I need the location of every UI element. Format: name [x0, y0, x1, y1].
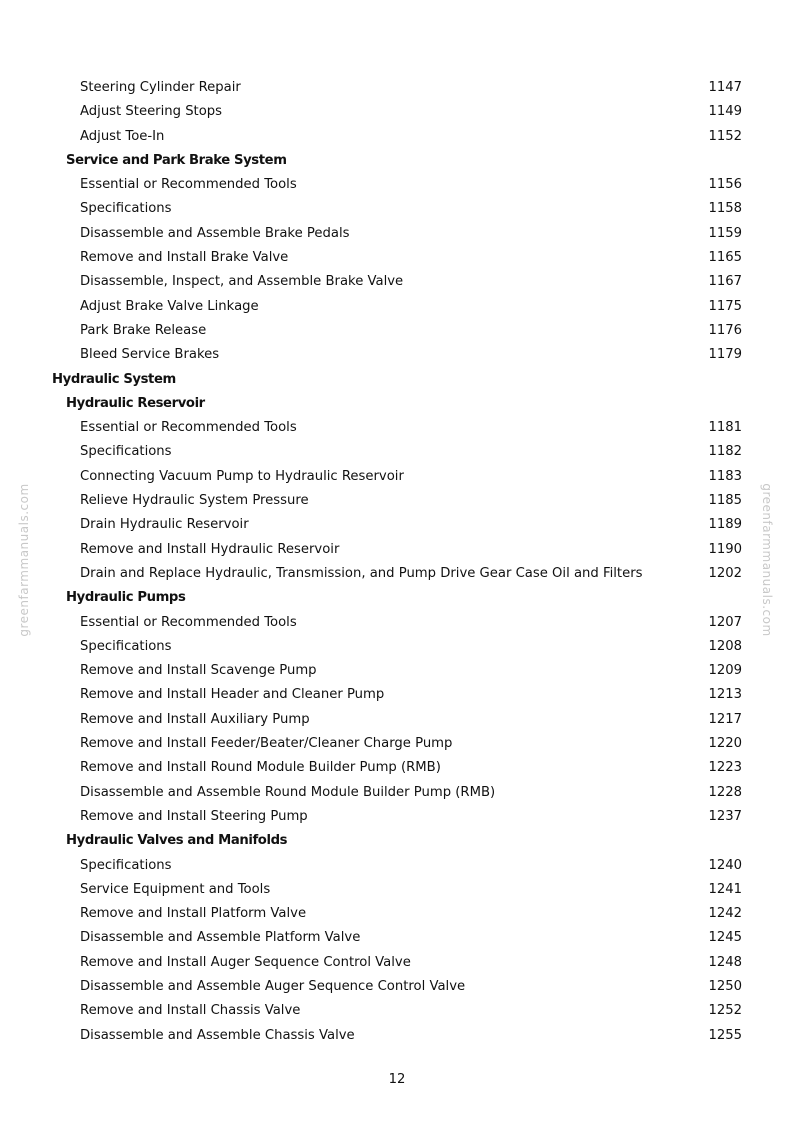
table-of-contents: [0, 76, 794, 1048]
toc-entry[interactable]: [0, 635, 794, 659]
toc-entry-page: 1183: [708, 468, 742, 484]
toc-entry-title: Essential or Recommended Tools: [80, 177, 297, 193]
toc-entry-page: 1175: [708, 298, 742, 314]
toc-section-heading[interactable]: [0, 829, 794, 853]
toc-entry-title: Remove and Install Hydraulic Reservoir: [80, 541, 340, 557]
toc-entry-page: 1165: [708, 250, 742, 266]
toc-entry[interactable]: [0, 343, 794, 367]
toc-entry-title: Disassemble and Assemble Round Module Builder Pump (RMB): [80, 784, 496, 800]
toc-entry[interactable]: [0, 732, 794, 756]
toc-entry[interactable]: [0, 708, 794, 732]
toc-entry-page: 1158: [708, 201, 742, 217]
toc-entry-title: Remove and Install Header and Cleaner Pump: [80, 687, 385, 703]
toc-entry-title: Specifications: [80, 638, 172, 654]
toc-entry[interactable]: [0, 951, 794, 975]
toc-entry-page: 1156: [708, 177, 742, 193]
toc-entry-page: 1179: [708, 347, 742, 363]
toc-entry[interactable]: [0, 999, 794, 1023]
toc-entry[interactable]: [0, 756, 794, 780]
toc-entry-title: Specifications: [80, 444, 172, 460]
toc-entry-title: Remove and Install Auxiliary Pump: [80, 711, 310, 727]
toc-entry[interactable]: [0, 100, 794, 124]
toc-entry[interactable]: [0, 611, 794, 635]
toc-entry[interactable]: [0, 76, 794, 100]
toc-section-heading[interactable]: [0, 586, 794, 610]
toc-entry-title: Hydraulic System: [52, 371, 176, 387]
toc-entry[interactable]: [0, 805, 794, 829]
toc-entry[interactable]: [0, 489, 794, 513]
toc-entry-page: 1245: [708, 930, 742, 946]
toc-entry-title: Remove and Install Round Module Builder Pump (RMB): [80, 760, 441, 776]
toc-entry-title: Drain Hydraulic Reservoir: [80, 517, 249, 533]
toc-entry-title: Remove and Install Chassis Valve: [80, 1003, 301, 1019]
toc-entry-page: 1149: [708, 104, 742, 120]
toc-entry[interactable]: [0, 197, 794, 221]
toc-entry-title: Relieve Hydraulic System Pressure: [80, 493, 309, 509]
toc-entry-page: 1207: [708, 614, 742, 630]
toc-entry-title: Remove and Install Feeder/Beater/Cleaner Charge Pump: [80, 736, 453, 752]
toc-entry-page: 1182: [708, 444, 742, 460]
toc-entry-title: Service Equipment and Tools: [80, 881, 271, 897]
toc-entry-title: Remove and Install Platform Valve: [80, 906, 307, 922]
toc-entry-title: Hydraulic Valves and Manifolds: [66, 833, 288, 849]
toc-entry-page: 1152: [708, 128, 742, 144]
watermark-left: greenfarmmanuals.com: [17, 483, 31, 637]
toc-entry-page: 1220: [708, 736, 742, 752]
toc-entry-page: 1252: [708, 1003, 742, 1019]
toc-entry-title: Essential or Recommended Tools: [80, 420, 297, 436]
toc-entry[interactable]: [0, 1024, 794, 1048]
toc-entry-title: Adjust Brake Valve Linkage: [80, 298, 259, 314]
toc-entry-title: Steering Cylinder Repair: [80, 80, 241, 95]
toc-entry-page: 1255: [708, 1027, 742, 1043]
toc-entry-title: Disassemble and Assemble Platform Valve: [80, 930, 361, 946]
toc-entry-page: 1208: [708, 638, 742, 654]
toc-entry[interactable]: [0, 562, 794, 586]
toc-entry-page: 1242: [708, 906, 742, 922]
toc-section-heading[interactable]: [0, 149, 794, 173]
toc-entry-page: 1240: [708, 857, 742, 873]
toc-entry-page: 1159: [708, 225, 742, 241]
toc-entry[interactable]: [0, 878, 794, 902]
toc-entry[interactable]: [0, 781, 794, 805]
watermark-right: greenfarmmanuals.com: [760, 483, 774, 637]
toc-entry-page: 1202: [708, 565, 742, 581]
toc-entry-title: Remove and Install Scavenge Pump: [80, 663, 317, 679]
toc-entry-title: Park Brake Release: [80, 322, 207, 338]
toc-entry[interactable]: [0, 465, 794, 489]
toc-entry[interactable]: [0, 683, 794, 707]
toc-entry-title: Hydraulic Reservoir: [66, 395, 205, 411]
toc-entry[interactable]: [0, 295, 794, 319]
toc-entry-page: 1176: [708, 322, 742, 338]
toc-entry-page: 1217: [708, 711, 742, 727]
toc-entry-page: 1223: [708, 760, 742, 776]
toc-entry-title: Disassemble and Assemble Auger Sequence Control Valve: [80, 978, 466, 994]
toc-entry-title: Remove and Install Auger Sequence Control Valve: [80, 954, 411, 970]
toc-entry[interactable]: [0, 246, 794, 270]
toc-entry-page: 1237: [708, 808, 742, 824]
toc-entry-page: 1209: [708, 663, 742, 679]
toc-entry[interactable]: [0, 222, 794, 246]
toc-entry-title: Disassemble and Assemble Chassis Valve: [80, 1027, 355, 1043]
toc-entry[interactable]: [0, 854, 794, 878]
toc-entry[interactable]: [0, 902, 794, 926]
toc-section-heading[interactable]: [0, 368, 794, 392]
page-number: 12: [388, 1072, 406, 1087]
toc-entry-page: 1250: [708, 978, 742, 994]
toc-entry[interactable]: [0, 538, 794, 562]
toc-entry[interactable]: [0, 173, 794, 197]
toc-entry-page: 1189: [708, 517, 742, 533]
toc-entry-title: Bleed Service Brakes: [80, 347, 220, 363]
toc-entry[interactable]: [0, 975, 794, 999]
toc-entry-title: Adjust Toe-In: [80, 128, 165, 144]
toc-entry[interactable]: [0, 270, 794, 294]
toc-entry-title: Connecting Vacuum Pump to Hydraulic Reservoir: [80, 468, 404, 484]
toc-entry-title: Disassemble and Assemble Brake Pedals: [80, 225, 350, 241]
toc-entry-title: Drain and Replace Hydraulic, Transmission, and Pump Drive Gear Case Oil and Filters: [80, 565, 643, 581]
toc-entry[interactable]: [0, 319, 794, 343]
toc-entry-page: 1167: [708, 274, 742, 290]
toc-section-heading[interactable]: [0, 392, 794, 416]
toc-entry[interactable]: [0, 926, 794, 950]
toc-entry-title: Hydraulic Pumps: [66, 590, 186, 606]
toc-entry-page: 1185: [708, 493, 742, 509]
toc-entry-title: Disassemble, Inspect, and Assemble Brake Valve: [80, 274, 404, 290]
toc-entry-title: Specifications: [80, 857, 172, 873]
toc-entry-page: 1248: [708, 954, 742, 970]
toc-entry-title: Remove and Install Steering Pump: [80, 808, 308, 824]
toc-entry-page: 1190: [708, 541, 742, 557]
toc-entry-page: 1228: [708, 784, 742, 800]
toc-entry-title: Adjust Steering Stops: [80, 104, 223, 120]
toc-entry-title: Remove and Install Brake Valve: [80, 250, 289, 266]
toc-entry-page: 1147: [708, 80, 742, 95]
toc-entry-page: 1241: [708, 881, 742, 897]
toc-entry[interactable]: [0, 440, 794, 464]
toc-entry[interactable]: [0, 513, 794, 537]
toc-entry-page: 1213: [708, 687, 742, 703]
toc-entry-title: Service and Park Brake System: [66, 152, 287, 168]
toc-entry[interactable]: [0, 125, 794, 149]
toc-entry[interactable]: [0, 659, 794, 683]
toc-entry-page: 1181: [708, 420, 742, 436]
toc-entry-title: Specifications: [80, 201, 172, 217]
toc-entry-title: Essential or Recommended Tools: [80, 614, 297, 630]
toc-entry[interactable]: [0, 416, 794, 440]
